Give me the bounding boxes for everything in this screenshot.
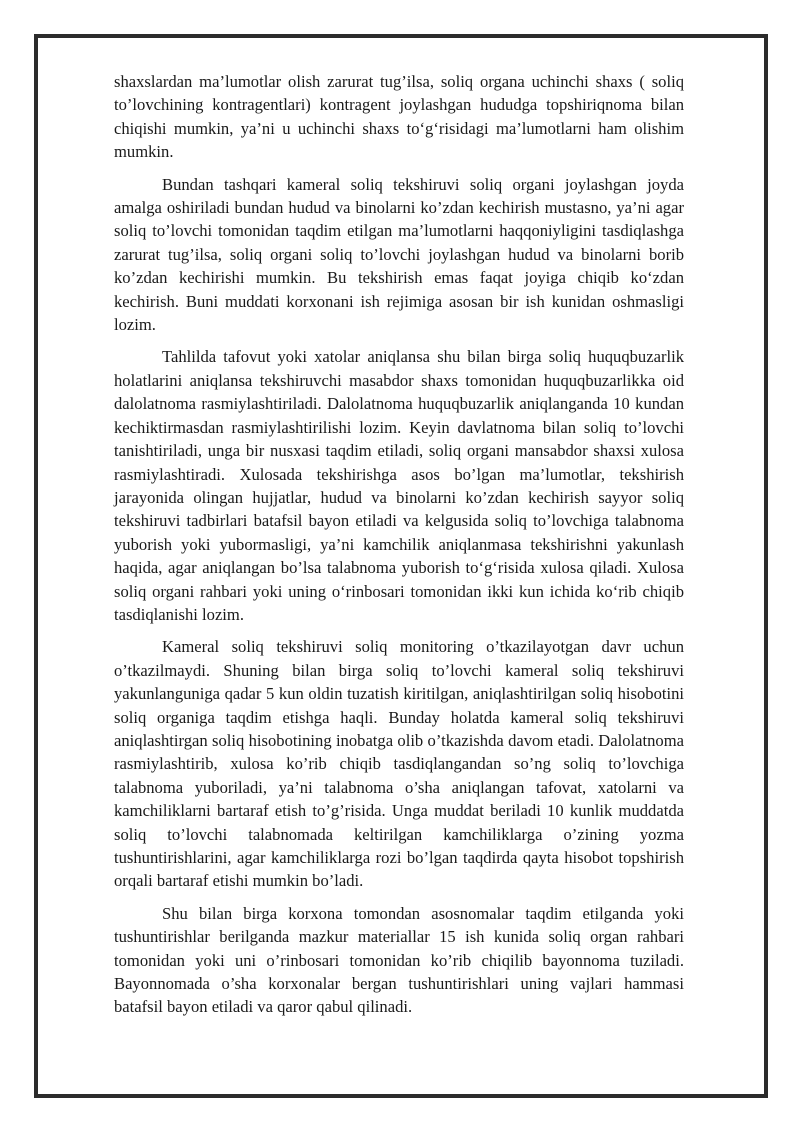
paragraph-2: Bundan tashqari kameral soliq tekshiruvi soliq organi joylashgan joyda amalga oshiriladi bundan hudud va binolarni ko’zdan kechirish mustasno, ya’ni agar soliq to’lovchi tomonidan taqdim etilgan ma’lumotlarni haqqoniyligini tasdiqlashga zarurat tug’ilsa, soliq organi soliq to’lovchi joylashgan hudud va binolarni borib ko’zdan kechirishi mumkin. Bu tekshirish emas faqat joyiga chiqib ko‘zdan kechirish. Buni muddati korxonani ish rejimiga asosan bir ish kunidan oshmasligi lozim.: [114, 174, 684, 335]
paragraph-1: shaxslardan ma’lumotlar olish zarurat tug’ilsa, soliq organa uchinchi shaxs ( soliq to’lovchining kontragentlari) kontragent joylashgan hududga topshiriqnoma bilan chiqishi mumkin, ya’ni u uchinchi shaxs to‘g‘risidagi ma’lumotlarni ham olishim mumkin.: [114, 72, 684, 162]
paragraph-5: Shu bilan birga korxona tomondan asosnomalar taqdim etilganda yoki tushuntirishlar berilganda mazkur materiallar 15 ish kunida soliq organ rahbari tomonidan yoki uni o’rinbosari tomonidan ko’rib chiqilib bayonnoma tuziladi. Bayonnomada o’sha korxonalar bergan tushuntirishlari uning vajlari hammasi batafsil bayon etiladi va qaror qabul qilinadi.: [114, 903, 684, 1017]
paragraph-4: Kameral soliq tekshiruvi soliq monitoring o’tkazilayotgan davr uchun o’tkazilmaydi. Shuning bilan birga soliq to’lovchi kameral soliq tekshiruvi yakunlanguniga qadar 5 kun oldin tuzatish kiritilgan, aniqlashtirilgan soliq hisobotini soliq organiga taqdim etishga haqli. Bunday holatda kameral soliq tekshiruvi aniqlashtirgan soliq hisobotining inobatga olib o’tkazishda davom etadi. Dalolatnoma rasmiylashtirib, xulosa ko’rib chiqib tasdiqlangandan so’ng soliq to’lovchiga talabnoma yuboriladi, ya’ni talabnoma o’sha aniqlangan tafovat, xatolarni va kamchiliklarni bartaraf etish to’g’risida. Unga muddat beriladi 10 kunlik muddatda soliq to’lovchi talabnomada keltirilgan kamchiliklarga o’zining yozma tushuntirishlarini, agar kamchiliklarga rozi bo’lgan taqdirda qayta hisobot topshirish orqali bartaraf etishi mumkin bo’ladi.: [114, 637, 684, 891]
document-body: [114, 70, 684, 1028]
paragraph-3: Tahlilda tafovut yoki xatolar aniqlansa shu bilan birga soliq huquqbuzarlik holatlarini aniqlansa tekshiruvchi masabdor shaxs tomonidan huquqbuzarlikka oid dalolatnoma rasmiylashtiriladi. Dalolatnoma huquqbuzarlik aniqlanganda 10 kundan kechiktirmasdan rasmiylashtirilishi lozim. Keyin davlatnoma bilan soliq to’lovchi tanishtiriladi, unga bir nusxasi taqdim etiladi, soliq organi mansabdor shaxsi xulosa rasmiylashtiradi. Xulosada tekshirishga asos bo’lgan ma’lumotlar, tekshirish jarayonida olingan hujjatlar, hudud va binolarni ko’zdan kechirish sayyor soliq tekshiruvi tadbirlari batafsil bayon etiladi va kelgusida soliq to’lovchiga talabnoma yuborish yoki yubormasligi, ya’ni kamchilik aniqlanmasa tekshirishni yakunlash haqida, agar aniqlangan bo’lsa talabnoma yuborish to‘g‘risida xulosa qiladi. Xulosa soliq organi rahbari yoki uning o‘rinbosari tomonidan ikki kun ichida ko‘rib chiqib tasdiqlanishi lozim.: [114, 347, 684, 624]
